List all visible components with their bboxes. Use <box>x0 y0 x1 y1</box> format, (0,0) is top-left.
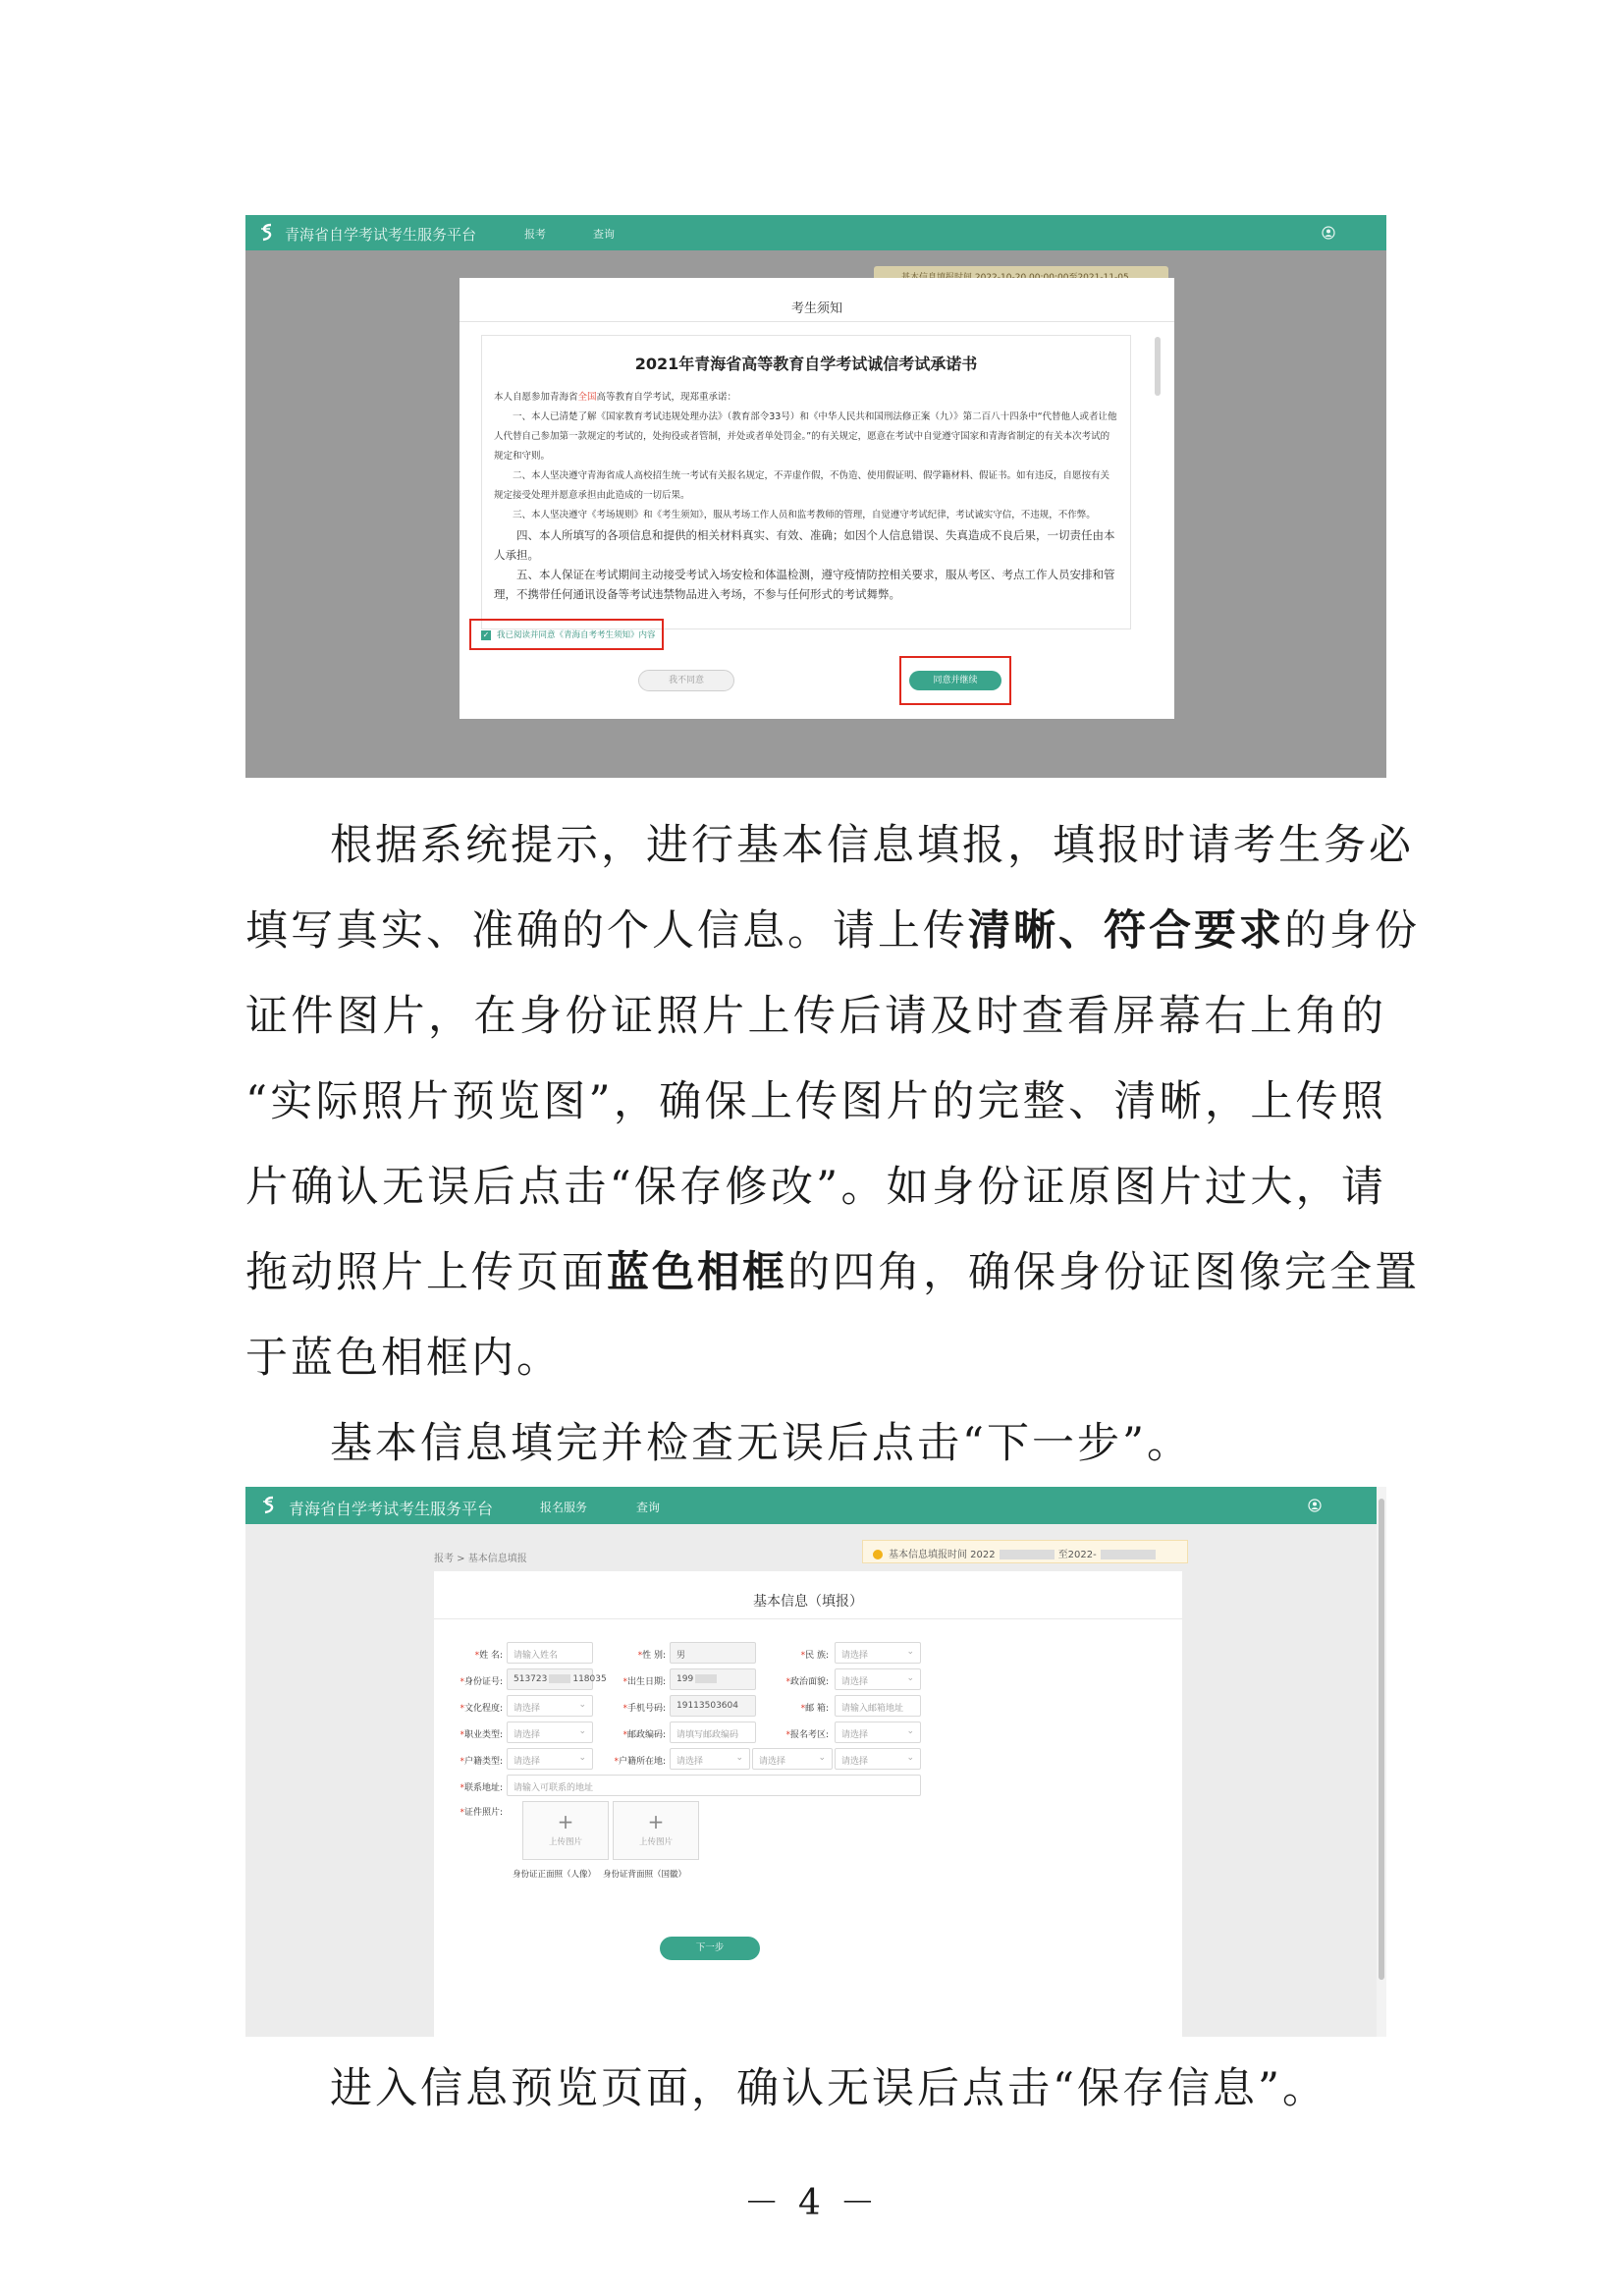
hukou-type-label: *户籍类型: <box>460 1757 503 1767</box>
top-nav-bar <box>245 1487 1377 1524</box>
top-nav-bar <box>245 215 1386 250</box>
name-input[interactable]: 请输入姓名 <box>507 1642 593 1664</box>
chevron-down-icon: ⌄ <box>906 1647 914 1657</box>
commitment-intro: 本人自愿参加青海省全国高等教育自学考试，现郑重承诺： <box>494 392 737 403</box>
phone-field: 19113503604 <box>670 1695 756 1717</box>
email-input[interactable]: 请输入邮箱地址 <box>835 1695 921 1717</box>
form-divider <box>434 1618 1182 1619</box>
id-number-label: *身份证号: <box>460 1677 503 1687</box>
emphasis-clear-requirements: 清晰、符合要求 <box>968 906 1284 956</box>
instruction-line-4: “实际照片预览图”，确保上传图片的完整、清晰，上传照 <box>245 1077 1386 1126</box>
instruction-line-8: 基本信息填完并检查无误后点击“下一步”。 <box>330 1419 1192 1468</box>
upload-back-button[interactable]: + 上传图片 <box>613 1801 699 1860</box>
instruction-line-2: 填写真实、准确的个人信息。请上传清晰、符合要求的身份 <box>245 906 1420 956</box>
political-status-select[interactable]: 请选择 ⌄ <box>835 1668 921 1690</box>
postal-code-label: *邮政编码: <box>622 1730 666 1740</box>
gender-label: *性 别: <box>637 1651 666 1661</box>
occupation-select[interactable]: 请选择 ⌄ <box>507 1722 593 1743</box>
instruction-line-3: 证件图片，在身份证照片上传后请及时查看屏幕右上角的 <box>245 992 1386 1041</box>
hukou-city-select[interactable]: 请选择 ⌄ <box>752 1748 833 1770</box>
plus-icon: + <box>557 1810 574 1833</box>
instruction-line-5: 片确认无误后点击“保存修改”。如身份证原图片过大，请 <box>245 1163 1386 1212</box>
modal-divider <box>460 321 1174 322</box>
hukou-location-label: *户籍所在地: <box>614 1757 666 1767</box>
agree-button-highlight <box>899 656 1011 705</box>
ethnicity-label: *民 族: <box>800 1651 829 1661</box>
redacted-digits <box>695 1674 717 1683</box>
redacted-digits <box>549 1674 570 1683</box>
screenshot-basic-info-form <box>245 1487 1386 2037</box>
page-number: － 4 － <box>743 2183 880 2223</box>
hukou-province-select[interactable]: 请选择 ⌄ <box>670 1748 750 1770</box>
commitment-item-4: 四、本人所填写的各项信息和提供的相关材料真实、有效、准确；如因个人信息错误、失真造成不良后果，一切责任由本人承担。 <box>494 528 1115 562</box>
upload-front-caption: 身份证正面照（人像） <box>513 1870 597 1880</box>
commitment-item-5: 五、本人保证在考试期间主动接受考试入场安检和体温检测，遵守疫情防控相关要求，服从考区、考点工作人员安排和管理，不携带任何通讯设备等考试违禁物品进入考场，不参与任何形式的考试舞弊。 <box>494 568 1115 601</box>
next-step-button[interactable]: 下一步 <box>660 1937 760 1960</box>
gender-field: 男 <box>670 1642 756 1664</box>
political-status-label: *政治面貌: <box>785 1677 829 1687</box>
user-icon[interactable] <box>1308 1499 1322 1512</box>
email-label: *邮 箱: <box>800 1704 829 1714</box>
modal-header: 考生须知 <box>790 301 842 316</box>
exam-notice-modal <box>460 278 1174 719</box>
plus-icon: + <box>647 1810 665 1833</box>
commitment-body <box>494 388 1118 604</box>
instruction-paragraph <box>245 803 1420 1487</box>
commitment-document[interactable] <box>481 335 1131 629</box>
instruction-line-1: 根据系统提示，进行基本信息填报，填报时请考生务必 <box>330 821 1414 870</box>
redacted-date <box>1000 1550 1055 1559</box>
birth-date-label: *出生日期: <box>622 1677 666 1687</box>
platform-brand: 青海省自学考试考生服务平台 <box>289 1500 494 1518</box>
form-title: 基本信息（填报） <box>753 1594 863 1610</box>
hukou-type-select[interactable]: 请选择 ⌄ <box>507 1748 593 1770</box>
nav-register-service[interactable]: 报名服务 <box>540 1501 588 1514</box>
warning-icon <box>873 1550 883 1559</box>
commitment-item-3: 三、本人坚决遵守《考场规则》和《考生须知》，服从考场工作人员和监考教师的管理，自觉遵守考试纪律，考试诚实守信，不违规，不作弊。 <box>513 510 1096 520</box>
occupation-label: *职业类型: <box>460 1730 503 1740</box>
agree-continue-button[interactable]: 同意并继续 <box>909 671 1001 690</box>
user-icon[interactable] <box>1322 226 1335 240</box>
commitment-title: 2021年青海省高等教育自学考试诚信考试承诺书 <box>634 355 978 373</box>
chevron-down-icon: ⌄ <box>578 1726 586 1736</box>
chevron-down-icon: ⌄ <box>906 1673 914 1683</box>
education-select[interactable]: 请选择 ⌄ <box>507 1695 593 1717</box>
address-label: *联系地址: <box>460 1783 503 1793</box>
registration-time-notice: 基本信息填报时间 2022 至2022- <box>862 1540 1188 1563</box>
redacted-date <box>1101 1550 1156 1559</box>
birth-date-field: 199 <box>670 1668 756 1690</box>
nav-register[interactable]: 报考 <box>524 228 546 241</box>
document-scrollbar[interactable] <box>1155 337 1161 396</box>
platform-logo-icon <box>257 222 277 244</box>
screenshot-commitment-dialog <box>245 215 1386 778</box>
checkbox-checked-icon[interactable]: ✓ <box>482 629 490 639</box>
highlight-national: 全国 <box>577 392 597 403</box>
platform-brand: 青海省自学考试考生服务平台 <box>285 226 477 244</box>
chevron-down-icon: ⌄ <box>578 1753 586 1763</box>
upload-front-button[interactable]: + 上传图片 <box>522 1801 609 1860</box>
page-scrollbar[interactable] <box>1377 1487 1386 2037</box>
exam-area-select[interactable]: 请选择 ⌄ <box>835 1722 921 1743</box>
chevron-down-icon: ⌄ <box>818 1753 826 1763</box>
education-label: *文化程度: <box>460 1704 503 1714</box>
agree-checkbox-label: 我已阅读并同意《青海自考考生须知》内容 <box>497 630 656 640</box>
hukou-district-select[interactable]: 请选择 ⌄ <box>835 1748 921 1770</box>
preview-instruction-line: 进入信息预览页面，确认无误后点击“保存信息”。 <box>330 2064 1327 2113</box>
address-input[interactable]: 请输入可联系的地址 <box>507 1775 921 1796</box>
name-label: *姓 名: <box>474 1651 503 1661</box>
id-photo-label: *证件照片: <box>460 1808 503 1818</box>
exam-area-label: *报名考区: <box>785 1730 829 1740</box>
chevron-down-icon: ⌄ <box>735 1753 743 1763</box>
nav-query[interactable]: 查询 <box>636 1501 661 1514</box>
chevron-down-icon: ⌄ <box>906 1726 914 1736</box>
postal-code-input[interactable]: 请填写邮政编码 <box>670 1722 756 1743</box>
instruction-line-7: 于蓝色相框内。 <box>245 1334 562 1383</box>
basic-info-card <box>434 1571 1182 2043</box>
platform-logo-icon <box>259 1495 279 1516</box>
phone-label: *手机号码: <box>622 1704 666 1714</box>
ethnicity-select[interactable]: 请选择 ⌄ <box>835 1642 921 1664</box>
id-number-field: 513723 118035 <box>507 1668 593 1690</box>
preview-instruction <box>245 2047 1386 2132</box>
emphasis-blue-frame: 蓝色相框 <box>607 1248 787 1297</box>
disagree-button[interactable]: 我不同意 <box>638 670 734 691</box>
scrollbar-thumb[interactable] <box>1379 1499 1384 1980</box>
chevron-down-icon: ⌄ <box>906 1753 914 1763</box>
nav-query[interactable]: 查询 <box>593 228 615 241</box>
commitment-item-2: 二、本人坚决遵守青海省成人高校招生统一考试有关报名规定，不弄虚作假，不伪造、使用假证明、假学籍材料、假证书。如有违反，自愿按有关规定接受处理并愿意承担由此造成的一切后果。 <box>494 470 1110 501</box>
agree-checkbox-highlight[interactable] <box>469 619 664 650</box>
commitment-item-1: 一、本人已清楚了解《国家教育考试违规处理办法》（教育部令33号）和《中华人民共和国刑法修正案（九）》第二百八十四条中“代替他人或者让他人代替自己参加第一款规定的考试的，处拘役或者管制，并处或者单处罚金。”的有关规定，愿意在考试中自觉遵守国家和青海省制定的有关本次考试的规定和守则。 <box>494 411 1117 462</box>
instruction-line-6: 拖动照片上传页面蓝色相框的四角，确保身份证图像完全置 <box>245 1248 1420 1297</box>
upload-back-caption: 身份证背面照（国徽） <box>603 1870 687 1880</box>
chevron-down-icon: ⌄ <box>578 1700 586 1710</box>
breadcrumb: 报考 > 基本信息填报 <box>434 1554 527 1564</box>
